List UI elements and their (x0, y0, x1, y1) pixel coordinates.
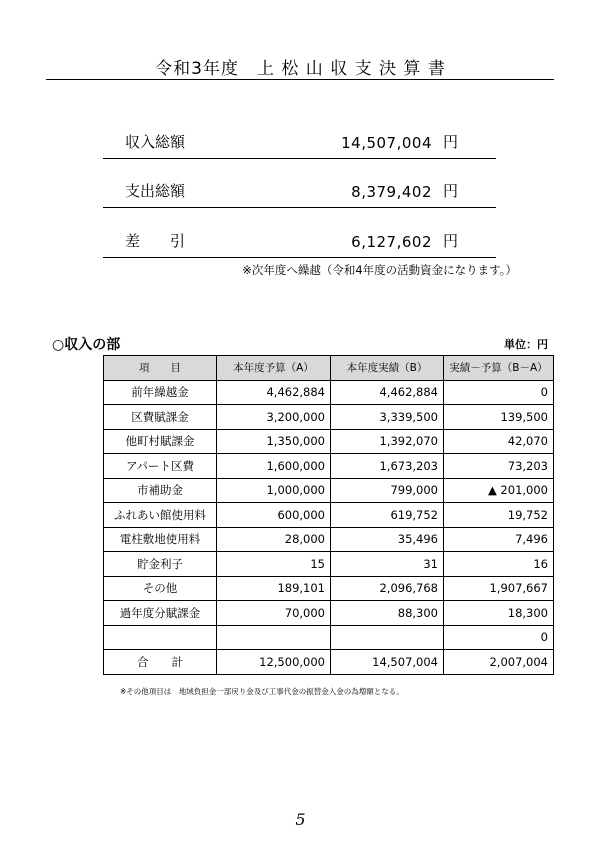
row-amount: 0 (444, 625, 554, 650)
row-amount: 3,200,000 (217, 405, 331, 430)
row-amount: 1,907,667 (444, 576, 554, 601)
table-row (104, 527, 554, 552)
row-amount: 1,000,000 (217, 478, 331, 503)
title-underline (46, 79, 554, 80)
table-row (104, 576, 554, 601)
table-row (104, 503, 554, 528)
header-budget: 本年度予算（A） (217, 356, 331, 381)
row-item-label: 電柱敷地使用料 (104, 527, 217, 552)
row-amount: 16 (444, 552, 554, 577)
row-amount: 3,339,500 (331, 405, 444, 430)
summary-label: 差 引 (125, 232, 186, 250)
row-amount: 2,096,768 (331, 576, 444, 601)
row-amount: 1,392,070 (331, 429, 444, 454)
row-amount (217, 625, 331, 650)
summary-label: 支出総額 (125, 182, 186, 200)
row-item-label: 合 計 (104, 650, 217, 675)
row-amount: 1,600,000 (217, 454, 331, 479)
row-amount: 2,007,004 (444, 650, 554, 675)
row-amount: 189,101 (217, 576, 331, 601)
row-amount: 7,496 (444, 527, 554, 552)
row-amount: 799,000 (331, 478, 444, 503)
row-amount: 139,500 (444, 405, 554, 430)
row-amount: 18,300 (444, 601, 554, 626)
row-amount: ▲ 201,000 (444, 478, 554, 503)
income-table-body (104, 380, 554, 674)
header-actual: 本年度実績（B） (331, 356, 444, 381)
summary-label: 収入総額 (125, 133, 186, 151)
carry-over-note: ※次年度へ繰越（令和4年度の活動資金になります。） (242, 263, 517, 277)
row-amount: 14,507,004 (331, 650, 444, 675)
summary-unit: 円 (442, 182, 458, 200)
row-amount: 1,350,000 (217, 429, 331, 454)
summary-amount: 6,127,602 (351, 233, 432, 251)
row-item-label: アパート区費 (104, 454, 217, 479)
table-row (104, 478, 554, 503)
section-title-income: ○収入の部 (52, 337, 121, 353)
row-amount: 619,752 (331, 503, 444, 528)
row-item-label (104, 625, 217, 650)
table-row (104, 552, 554, 577)
row-amount: 35,496 (331, 527, 444, 552)
table-row (104, 625, 554, 650)
row-item-label: 前年繰越金 (104, 380, 217, 405)
summary-unit: 円 (442, 133, 458, 151)
row-item-label: ふれあい館使用料 (104, 503, 217, 528)
row-amount: 88,300 (331, 601, 444, 626)
row-amount (331, 625, 444, 650)
row-amount: 28,000 (217, 527, 331, 552)
table-row (104, 380, 554, 405)
row-item-label: 市補助金 (104, 478, 217, 503)
row-item-label: 貯金利子 (104, 552, 217, 577)
income-table (103, 355, 554, 675)
table-header-row (104, 356, 554, 381)
header-difference: 実績－予算（B－A） (444, 356, 554, 381)
row-amount: 42,070 (444, 429, 554, 454)
summary-amount: 14,507,004 (341, 134, 432, 152)
table-row (104, 429, 554, 454)
table-row (104, 650, 554, 675)
row-item-label: 過年度分賦課金 (104, 601, 217, 626)
row-amount: 0 (444, 380, 554, 405)
summary-row-balance (103, 223, 496, 258)
page-number: 5 (295, 810, 306, 829)
row-amount: 73,203 (444, 454, 554, 479)
document-title: 令和3年度 上 松 山 収 支 決 算 書 (155, 59, 446, 79)
row-amount: 600,000 (217, 503, 331, 528)
row-amount: 12,500,000 (217, 650, 331, 675)
row-amount: 4,462,884 (217, 380, 331, 405)
row-item-label: その他 (104, 576, 217, 601)
row-item-label: 区費賦課金 (104, 405, 217, 430)
row-amount: 15 (217, 552, 331, 577)
row-item-label: 他町村賦課金 (104, 429, 217, 454)
unit-label: 単位：円 (504, 338, 548, 351)
header-item: 項 目 (104, 356, 217, 381)
table-row (104, 405, 554, 430)
table-row (104, 454, 554, 479)
row-amount: 1,673,203 (331, 454, 444, 479)
table-row (104, 601, 554, 626)
summary-row-income-total (103, 124, 496, 159)
summary-row-expense-total (103, 173, 496, 208)
row-amount: 19,752 (444, 503, 554, 528)
row-amount: 4,462,884 (331, 380, 444, 405)
summary-unit: 円 (442, 232, 458, 250)
row-amount: 31 (331, 552, 444, 577)
row-amount: 70,000 (217, 601, 331, 626)
summary-amount: 8,379,402 (351, 183, 432, 201)
footnote: ※その他項目は 地域負担金一部戻り金及び工事代金の振替金入金の為増額となる。 (120, 687, 404, 696)
